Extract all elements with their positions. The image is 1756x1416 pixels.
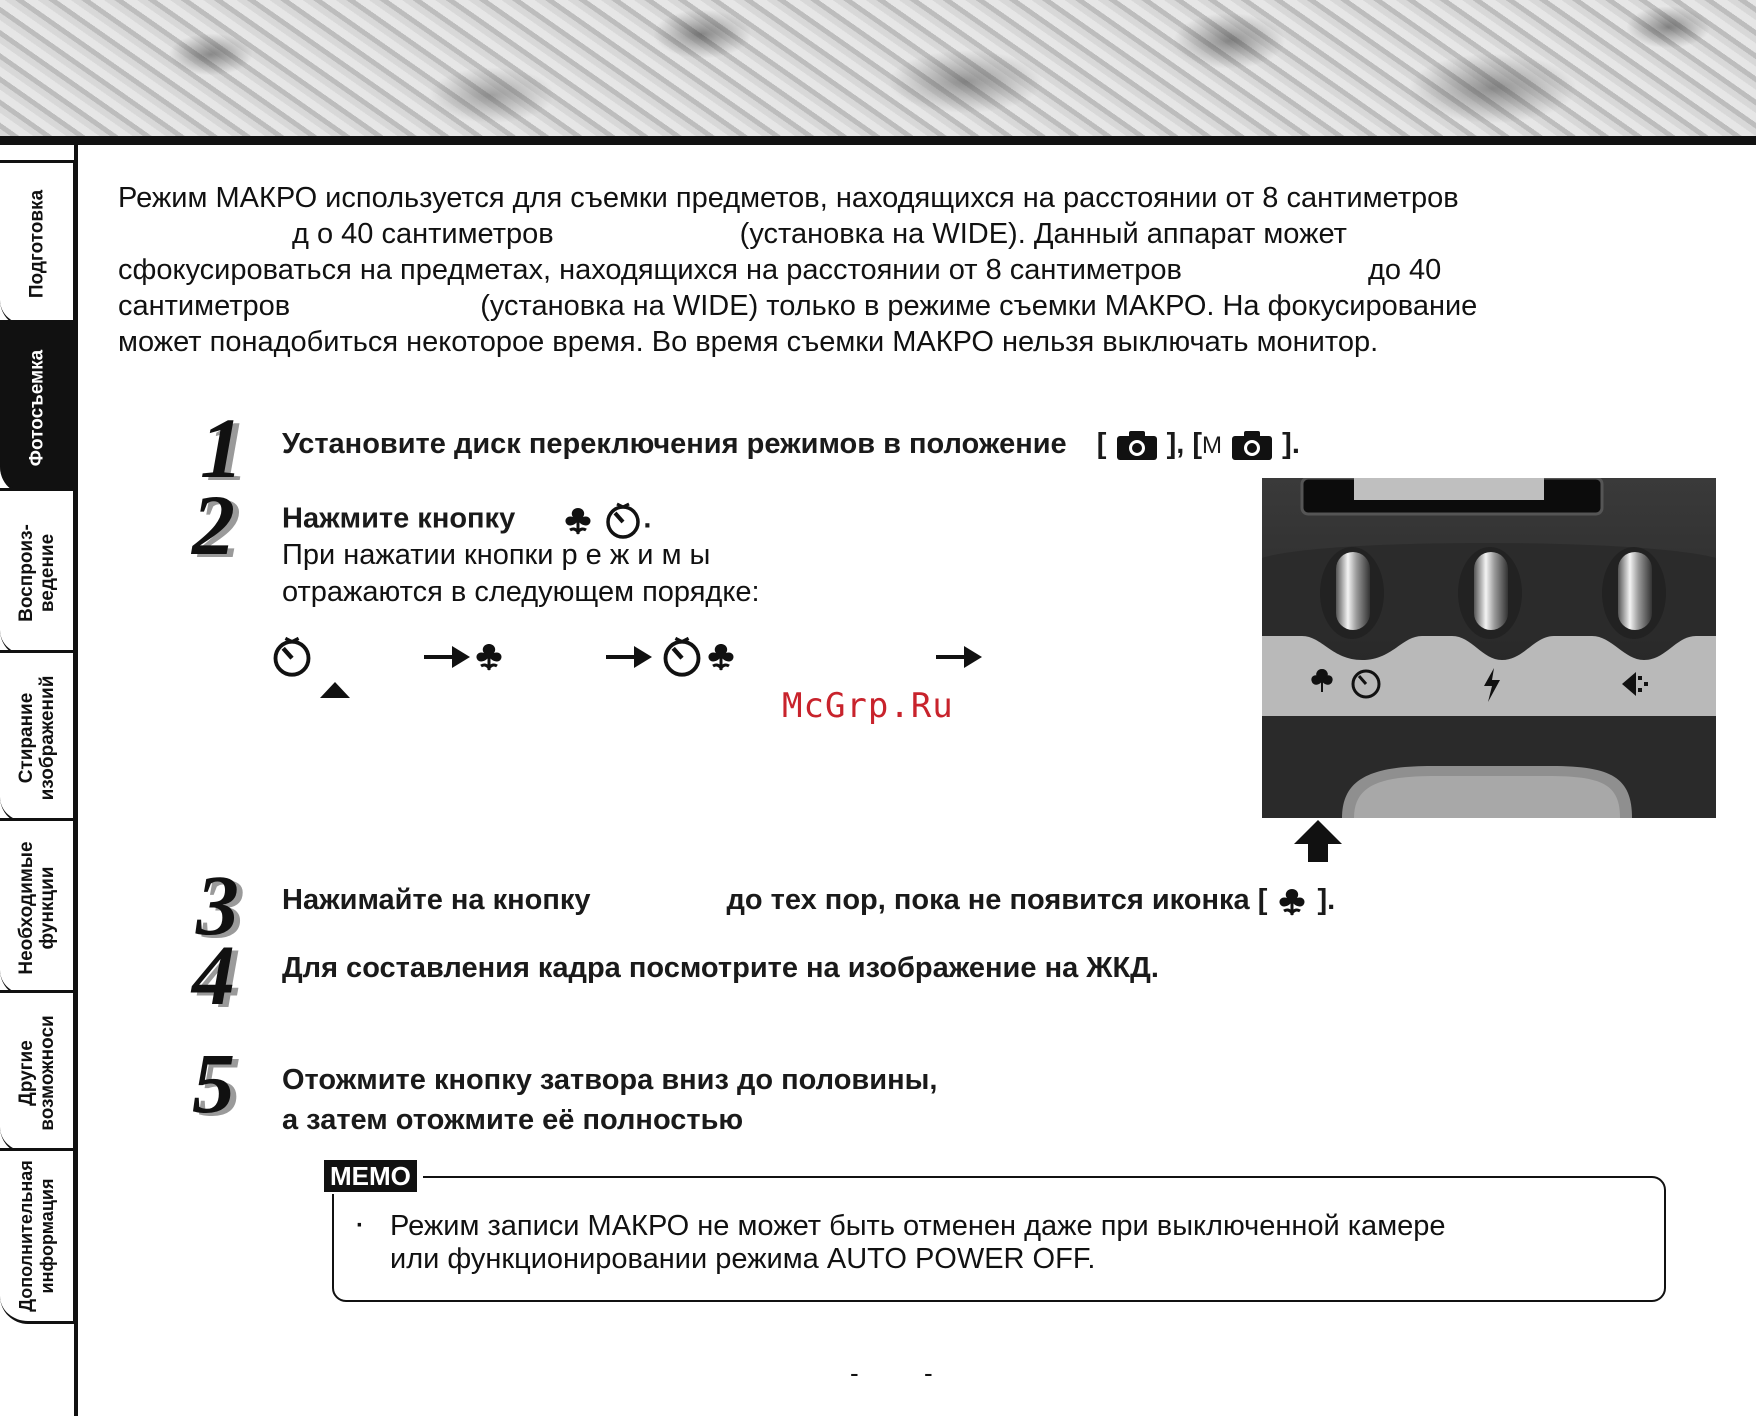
intro-text: д о 40 сантиметров (292, 218, 554, 250)
step-title: Для составления кадра посмотрите на изображение на ЖКД. (282, 952, 1159, 984)
step-title: а затем отожмите её полностью (282, 1104, 744, 1136)
step-title (282, 426, 1300, 464)
macro-flower-icon (472, 640, 506, 672)
memo-tag-label: MEMO (324, 1160, 417, 1192)
macro-flower-icon (704, 640, 738, 672)
tab-playback[interactable] (0, 488, 76, 658)
macro-flower-icon (561, 504, 595, 536)
intro-line: может понадобиться некоторое время. Во время съемки МАКРО нельзя выключать монитор. (118, 326, 1379, 358)
arrow-right-icon (936, 642, 982, 672)
tab-basic-functions[interactable] (0, 818, 76, 998)
step-title (282, 500, 651, 540)
tab-label: Необходимые функции (15, 841, 58, 975)
intro-line: Режим МАКРО используется для съемки предметов, находящихся на расстоянии от 8 сантиметров (118, 182, 1459, 214)
header-rule (0, 136, 1756, 145)
bracket: ]. (1282, 428, 1300, 460)
camera-icon (1230, 428, 1274, 462)
intro-text: сантиметров (118, 290, 291, 322)
step-title-text: до тех пор, пока не появится иконка [ (726, 884, 1268, 916)
step-number: 5 (192, 1035, 235, 1131)
macro-flower-icon (1275, 885, 1309, 917)
tab-label: Воспроиз- ведение (15, 524, 58, 622)
step-title-text: Установите диск переключения режимов в положение (282, 428, 1067, 460)
arrow-right-icon (606, 642, 652, 672)
bracket: ]. (1317, 884, 1336, 916)
page-number-mark: - (924, 1358, 933, 1388)
camera-buttons-photo (1262, 478, 1716, 818)
arrow-up-icon (1292, 818, 1344, 864)
tab-label: Подготовка (26, 189, 47, 299)
tab-preparation[interactable] (0, 160, 76, 328)
tab-shooting[interactable] (0, 320, 76, 495)
self-timer-icon (660, 634, 704, 678)
memo-line: или функционировании режима AUTO POWER OFF. (390, 1243, 1096, 1275)
bracket-separator: ], [ (1166, 428, 1203, 460)
self-timer-icon (270, 634, 314, 678)
arrow-right-icon (424, 642, 470, 672)
step-title (282, 882, 1335, 918)
step-text: При нажатии кнопки р е ж и м ы (282, 539, 711, 571)
watermark: McGrp.Ru (782, 686, 954, 726)
tab-label: Дополнительная информация (15, 1160, 57, 1312)
memo-line: Режим записи МАКРО не может быть отменен даже при выключенной камере (390, 1210, 1446, 1242)
step-number: 4 (192, 927, 235, 1023)
step-number: 3 (196, 857, 239, 953)
tab-other-features[interactable] (0, 990, 76, 1155)
memo-text (390, 1210, 1446, 1276)
intro-text: (установка на WIDE) только в режиме съемки МАКРО. На фокусирование (480, 290, 1478, 322)
step-title-text: Нажимайте на кнопку (282, 884, 591, 916)
tab-label: Другие возможноси (15, 1014, 58, 1131)
page-number-mark: - (850, 1358, 859, 1388)
memo-tag (318, 1160, 423, 1194)
intro-text: сфокусироваться на предметах, находящихся на расстоянии от 8 сантиметров (118, 254, 1182, 286)
intro-line (118, 252, 1678, 288)
step-title-text: Нажмите кнопку (282, 502, 516, 535)
intro-line (118, 216, 1678, 252)
memo-bullet: · (356, 1212, 364, 1239)
header-texture-banner (0, 0, 1756, 136)
intro-text: до 40 (1367, 254, 1442, 286)
tab-label: Стирание изображений (15, 675, 58, 800)
intro-paragraph (118, 180, 1678, 360)
tab-additional-info[interactable] (0, 1148, 76, 1324)
step-number: 1 (200, 400, 243, 496)
camera-icon (1115, 428, 1159, 462)
tab-label: Фотосъемка (26, 349, 47, 466)
step-title-end: . (643, 502, 652, 535)
step-number: 2 (192, 477, 235, 573)
manual-mode-letter: M (1202, 432, 1223, 459)
intro-text: (установка на WIDE). Данный аппарат может (739, 218, 1347, 250)
bracket: [ (1096, 428, 1107, 460)
camera-photo-drawing (1262, 478, 1716, 818)
intro-line (118, 288, 1678, 324)
step-text: отражаются в следующем порядке: (282, 576, 760, 608)
step-title: Отожмите кнопку затвора вниз до половины, (282, 1064, 938, 1096)
tab-erase[interactable] (0, 650, 76, 825)
self-timer-icon (603, 500, 643, 540)
triangle-up-icon (318, 680, 352, 700)
